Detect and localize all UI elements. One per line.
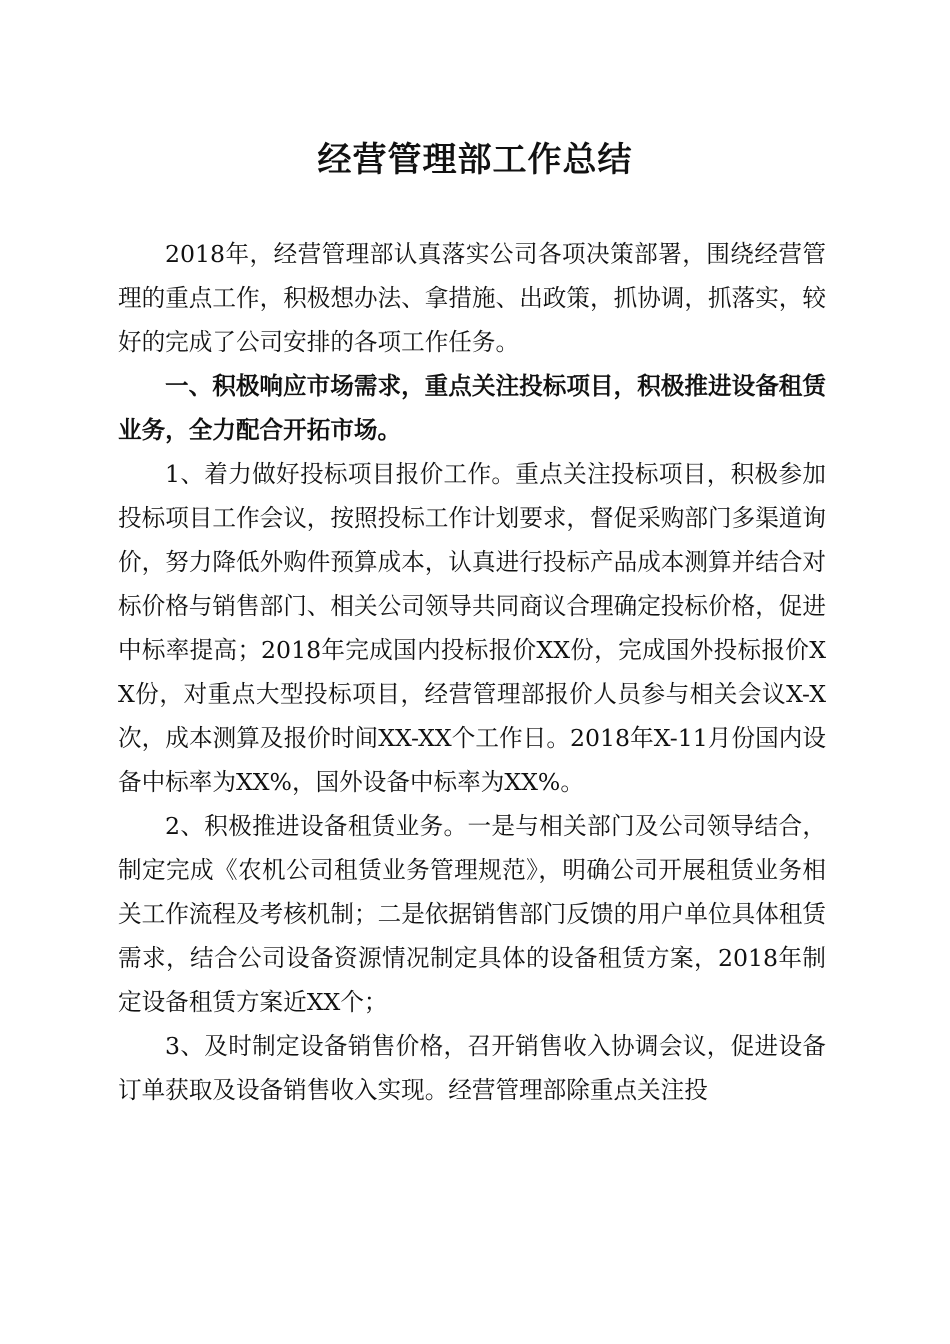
- paragraph-intro: 2018年，经营管理部认真落实公司各项决策部署，围绕经营管理的重点工作，积极想办法、拿措施、出政策，抓协调，抓落实，较好的完成了公司安排的各项工作任务。: [118, 240, 826, 356]
- paragraph-item-2-leasing: 2、积极推进设备租赁业务。一是与相关部门及公司领导结合，制定完成《农机公司租赁业务管理规范》，明确公司开展租赁业务相关工作流程及考核机制；二是依据销售部门反馈的用户单位具体租赁需求，结合公司设备资源情况制定具体的设备租赁方案，2018年制定设备租赁方案近XX个；: [118, 812, 826, 1016]
- paragraph-item-3-pricing: 3、及时制定设备销售价格，召开销售收入协调会议，促进设备订单获取及设备销售收入实现。经营管理部除重点关注投: [118, 1032, 826, 1104]
- section-heading-1: 一、积极响应市场需求，重点关注投标项目，积极推进设备租赁业务，全力配合开拓市场。: [118, 372, 826, 444]
- document-body: [118, 232, 826, 1112]
- document-title: 经营管理部工作总结: [317, 140, 633, 180]
- paragraph-item-1-bidding: 1、着力做好投标项目报价工作。重点关注投标项目，积极参加投标项目工作会议，按照投标工作计划要求，督促采购部门多渠道询价，努力降低外购件预算成本，认真进行投标产品成本测算并结合对标价格与销售部门、相关公司领导共同商议合理确定投标价格，促进中标率提高；2018年完成国内投标报价XX份，完成国外投标报价XX份，对重点大型投标项目，经营管理部报价人员参与相关会议X-X次，成本测算及报价时间XX-XX个工作日。2018年X-11月份国内设备中标率为XX%，国外设备中标率为XX%。: [118, 460, 826, 796]
